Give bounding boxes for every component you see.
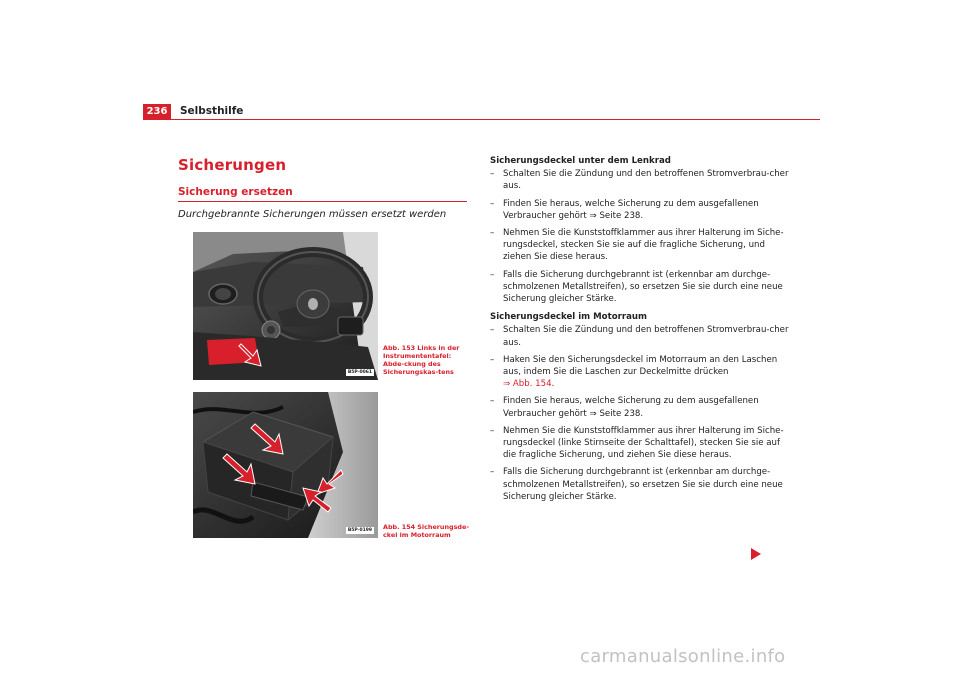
- figure-caption: Abb. 154 Sicherungsde-ckel im Motorraum: [383, 523, 469, 539]
- block-heading: Sicherungsdeckel unter dem Lenkrad: [490, 156, 671, 166]
- list-item: – Nehmen Sie die Kunststoffklammer aus ihrer Halterung im Siche-rungsdeckel, stecken Sie sie auf die fragliche Sicherung, und ziehen Sie diese heraus.: [490, 228, 784, 263]
- subsection-title: Sicherung ersetzen: [178, 186, 293, 198]
- figure-code: B5P-0199: [347, 528, 372, 533]
- figure-code: B5P-0061: [347, 370, 372, 375]
- page-number: 236: [143, 104, 171, 119]
- section-title: Sicherungen: [178, 156, 287, 174]
- list-item: – Falls die Sicherung durchgebrannt ist (erkennbar am durchge-schmolzenen Metallstreifen), so ersetzen Sie sie durch eine neue Sicherung gleicher Stärke.: [490, 467, 783, 502]
- next-page-arrow-icon[interactable]: [751, 548, 761, 560]
- instructions-column: [490, 155, 790, 508]
- block-heading: Sicherungsdeckel im Motorraum: [490, 312, 647, 323]
- list-item: – Haken Sie den Sicherungsdeckel im Motorraum an den Laschen aus, indem Sie die Laschen zur Deckelmitte drücken ⇒ Abb. 154.: [490, 354, 778, 390]
- header-rule: [143, 119, 820, 120]
- dashboard-illustration: [193, 232, 378, 380]
- figure-engine-fuse-cover: [193, 392, 378, 538]
- list-item: – Finden Sie heraus, welche Sicherung zu dem ausgefallenen Verbraucher gehört ⇒ Seite 238.: [490, 396, 759, 419]
- list-item: – Schalten Sie die Zündung und den betroffenen Stromverbrau-cher aus.: [490, 325, 789, 348]
- figure-dashboard-fuse-cover: [193, 232, 378, 380]
- list-item: – Falls die Sicherung durchgebrannt ist (erkennbar am durchge-schmolzenen Metallstreifen), so ersetzen Sie sie durch eine neue Sicherung gleicher Stärke.: [490, 269, 783, 305]
- list-item: – Schalten Sie die Zündung und den betroffenen Stromverbrau-cher aus.: [490, 169, 789, 192]
- running-head: Selbsthilfe: [180, 105, 244, 117]
- list-item: – Finden Sie heraus, welche Sicherung zu dem ausgefallenen Verbraucher gehört ⇒ Seite 238.: [490, 198, 759, 221]
- watermark: carmanualsonline.info: [580, 646, 786, 667]
- figure-caption: Abb. 153 Links in der Instrumententafel: Abde-ckung des Sicherungskas-tens: [383, 344, 460, 376]
- engine-bay-illustration: [193, 392, 378, 538]
- subsection-rule: [178, 201, 467, 202]
- figure-link[interactable]: ⇒ Abb. 154: [503, 379, 552, 390]
- list-item: – Nehmen Sie die Kunststoffklammer aus ihrer Halterung im Siche-rungsdeckel (linke Stirnseite der Schalttafel), stecken Sie sie auf die fragliche Sicherung, und ziehen Sie diese heraus.: [490, 425, 784, 461]
- intro-text: Durchgebrannte Sicherungen müssen ersetzt werden: [178, 209, 447, 220]
